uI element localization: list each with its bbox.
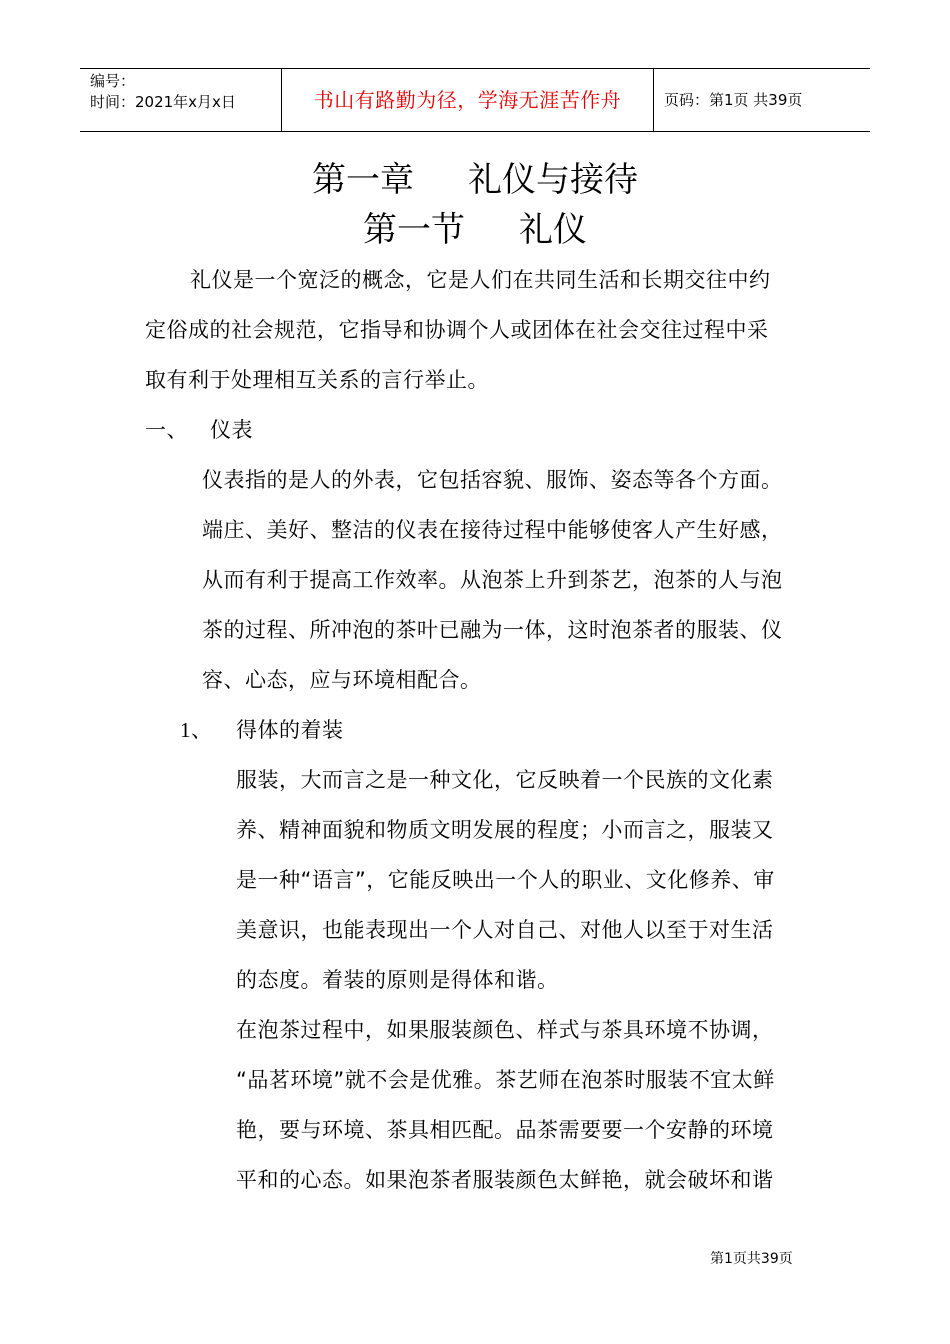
para1-line: 从而有利于提高工作效率。从泡茶上升到茶艺，泡茶的人与泡 [202, 568, 783, 592]
chapter-name: 礼仪与接待 [468, 160, 638, 200]
para2-line: 养、精神面貌和物质文明发展的程度；小而言之，服装又 [236, 818, 774, 842]
para1-line: 容、心态，应与环境相配合。 [202, 668, 482, 692]
header-meta [80, 69, 282, 131]
intro-line: 定俗成的社会规范，它指导和协调个人或团体在社会交往过程中采 [145, 318, 769, 342]
header-page-info: 页码：第1页 共39页 [664, 91, 803, 109]
section-number: 第一节 [363, 210, 465, 250]
section-name: 礼仪 [519, 210, 587, 250]
heading-2-number: 1、 [180, 718, 213, 742]
para3-line: 在泡茶过程中，如果服装颜色、样式与茶具环境不协调， [236, 1018, 774, 1042]
para2-line: 的态度。着装的原则是得体和谐。 [236, 968, 559, 992]
chapter-number: 第一章 [312, 160, 414, 200]
heading-1-number: 一、 [145, 418, 188, 442]
para1-line: 端庄、美好、整洁的仪表在接待过程中能够使客人产生好感， [202, 518, 783, 542]
para2-line: 美意识，也能表现出一个人对自己、对他人以至于对生活 [236, 918, 774, 942]
heading-1-title: 仪表 [210, 418, 253, 442]
heading-2-title: 得体的着装 [236, 718, 344, 742]
intro-line: 取有利于处理相互关系的言行举止。 [145, 368, 489, 392]
header-number-label: 编号： [90, 72, 136, 90]
section-title [0, 208, 950, 252]
header-date-label: 时间：2021年x月x日 [90, 93, 236, 111]
header-motto: 书山有路勤为径，学海无涯苦作舟 [282, 69, 654, 131]
page-footer: 第1页共39页 [710, 1251, 793, 1267]
page-header [80, 68, 870, 132]
para3-line: 艳，要与环境、茶具相匹配。品茶需要要一个安静的环境 [236, 1118, 774, 1142]
para2-line: 是一种“语言”，它能反映出一个人的职业、文化修养、审 [236, 868, 775, 892]
para3-line: “品茗环境”就不会是优雅。茶艺师在泡茶时服装不宜太鲜 [236, 1068, 775, 1092]
para3-line: 平和的心态。如果泡茶者服装颜色太鲜艳，就会破坏和谐 [236, 1168, 774, 1192]
chapter-title [0, 158, 950, 202]
para1-line: 茶的过程、所冲泡的茶叶已融为一体，这时泡茶者的服装、仪 [202, 618, 783, 642]
para1-line: 仪表指的是人的外表，它包括容貌、服饰、姿态等各个方面。 [202, 468, 783, 492]
intro-line: 礼仪是一个宽泛的概念，它是人们在共同生活和长期交往中约 [190, 268, 771, 292]
para2-line: 服装，大而言之是一种文化，它反映着一个民族的文化素 [236, 768, 774, 792]
